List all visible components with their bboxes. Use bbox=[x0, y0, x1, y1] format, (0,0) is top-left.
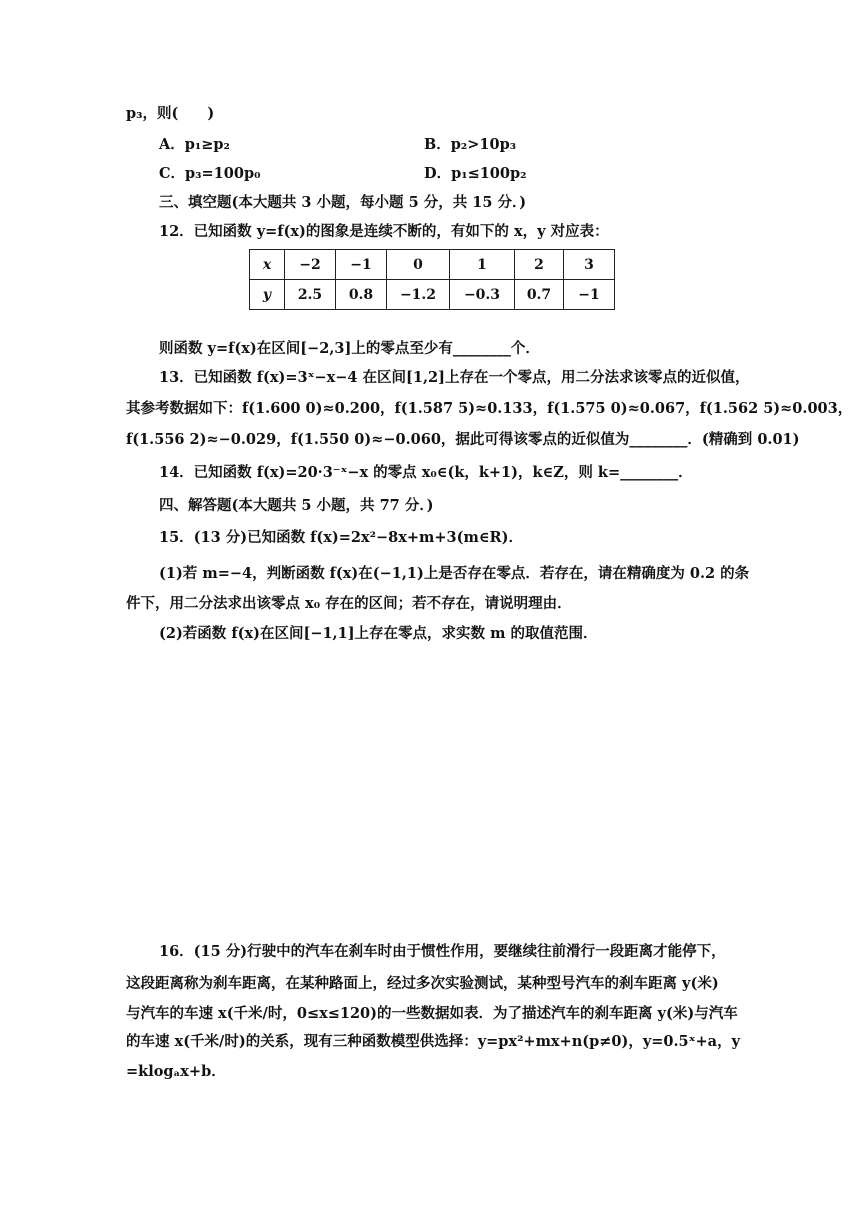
q15-part2: (2)若函数 f(x)在区间[−1,1]上存在零点，求实数 m 的取值范围． bbox=[159, 625, 598, 642]
q15-stem: 15．(13 分)已知函数 f(x)=2x²−8x+m+3(m∈R)． bbox=[159, 529, 523, 546]
y-header: y bbox=[250, 280, 285, 310]
table-cell: −1.2 bbox=[387, 280, 450, 310]
table-cell: −2 bbox=[285, 250, 336, 280]
xy-table bbox=[249, 249, 615, 310]
table-cell: −0.3 bbox=[450, 280, 515, 310]
option-c: C．p₃=100p₀ bbox=[159, 165, 261, 182]
q15-part1-line1: (1)若 m=−4，判断函数 f(x)在(−1,1)上是否存在零点．若存在，请在精确度为 0.2 的条 bbox=[159, 565, 750, 582]
option-d: D．p₁≤100p₂ bbox=[424, 165, 527, 182]
table-cell: 1 bbox=[450, 250, 515, 280]
section-4-title: 四、解答题(本大题共 5 小题，共 77 分．) bbox=[159, 497, 434, 514]
table-cell: 0.7 bbox=[515, 280, 564, 310]
table-cell: 0 bbox=[387, 250, 450, 280]
option-a: A．p₁≥p₂ bbox=[159, 136, 230, 153]
table-row-y bbox=[250, 280, 615, 310]
option-b: B．p₂>10p₃ bbox=[424, 136, 517, 153]
table-cell: −1 bbox=[564, 280, 615, 310]
table-cell: 0.8 bbox=[336, 280, 387, 310]
x-header: x bbox=[250, 250, 285, 280]
q13-line3: f(1.556 2)≈−0.029，f(1.550 0)≈−0.060，据此可得该零点的近似值为________．(精确到 0.01) bbox=[126, 431, 800, 448]
table-cell: −1 bbox=[336, 250, 387, 280]
section-3-title: 三、填空题(本大题共 3 小题，每小题 5 分，共 15 分．) bbox=[159, 194, 527, 211]
q12-stem: 12．已知函数 y=f(x)的图象是连续不断的，有如下的 x，y 对应表： bbox=[159, 223, 609, 240]
q15-part1-line2: 件下，用二分法求出该零点 x₀ 存在的区间；若不存在，请说明理由． bbox=[126, 595, 572, 612]
table-cell: 2.5 bbox=[285, 280, 336, 310]
q13-line1: 13．已知函数 f(x)=3ˣ−x−4 在区间[1,2]上存在一个零点，用二分法求该零点的近似值， bbox=[159, 369, 750, 386]
q16-line4: 的车速 x(千米/时)的关系，现有三种函数模型供选择：y=px²+mx+n(p≠0)，y=0.5ˣ+a，y bbox=[126, 1033, 741, 1050]
table-cell: 2 bbox=[515, 250, 564, 280]
q14-text: 14．已知函数 f(x)=20·3⁻ˣ−x 的零点 x₀∈(k，k+1)，k∈Z，则 k=________． bbox=[159, 464, 693, 481]
q16-line2: 这段距离称为刹车距离，在某种路面上，经过多次实验测试，某种型号汽车的刹车距离 y(米) bbox=[126, 975, 719, 992]
q12-after: 则函数 y=f(x)在区间[−2,3]上的零点至少有________个． bbox=[159, 340, 540, 357]
q16-line1: 16．(15 分)行驶中的汽车在刹车时由于惯性作用，要继续往前滑行一段距离才能停下， bbox=[159, 943, 726, 960]
q16-line5: =klogₐx+b． bbox=[126, 1063, 226, 1080]
q13-line2: 其参考数据如下：f(1.600 0)≈0.200，f(1.587 5)≈0.133，f(1.575 0)≈0.067，f(1.562 5)≈0.003， bbox=[126, 400, 853, 417]
table-row-x bbox=[250, 250, 615, 280]
q16-line3: 与汽车的车速 x(千米/时，0≤x≤120)的一些数据如表．为了描述汽车的刹车距离 y(米)与汽车 bbox=[126, 1005, 738, 1022]
q11-tail: p₃，则( ) bbox=[126, 105, 215, 122]
table-cell: 3 bbox=[564, 250, 615, 280]
